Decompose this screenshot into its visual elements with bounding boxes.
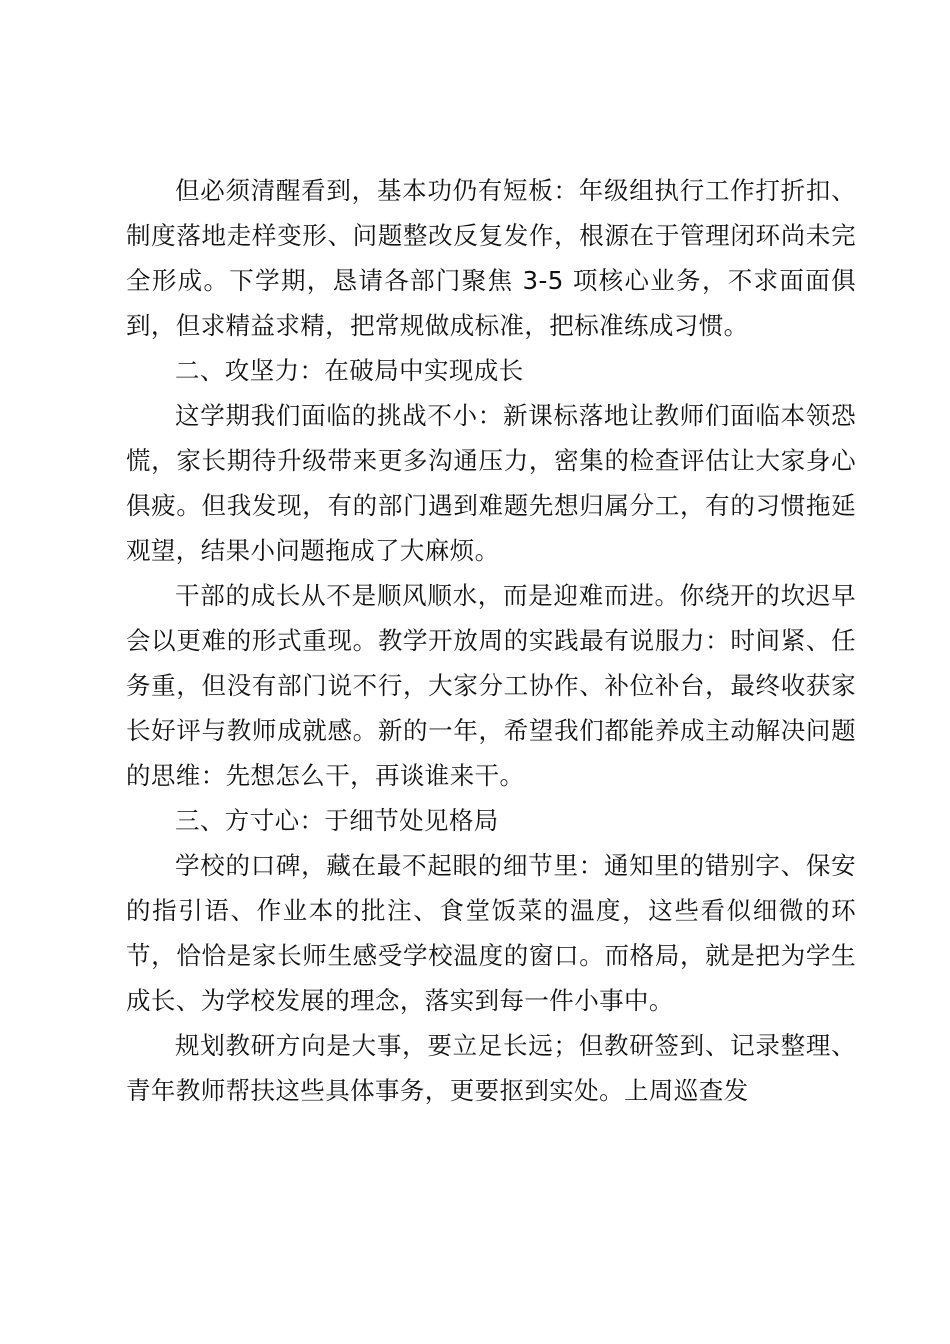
paragraph-4: 学校的口碑，藏在最不起眼的细节里：通知里的错别字、保安的指引语、作业本的批注、食堂饭菜的温度，这些看似细微的环节，恰恰是家长师生感受学校温度的窗口。而格局，就是把为学生成长、为学校发展的理念，落实到每一件小事中。 bbox=[126, 851, 856, 1015]
document-body bbox=[126, 168, 856, 1113]
section-heading-2: 二、攻坚力：在破局中实现成长 bbox=[175, 356, 524, 385]
paragraph-2: 这学期我们面临的挑战不小：新课标落地让教师们面临本领恐慌，家长期待升级带来更多沟通压力，密集的检查评估让大家身心俱疲。但我发现，有的部门遇到难题先想归属分工，有的习惯拖延观望，结果小问题拖成了大麻烦。 bbox=[126, 401, 856, 565]
section-heading-3: 三、方寸心：于细节处见格局 bbox=[175, 806, 499, 835]
paragraph-3: 干部的成长从不是顺风顺水，而是迎难而进。你绕开的坎迟早会以更难的形式重现。教学开放周的实践最有说服力：时间紧、任务重，但没有部门说不行，大家分工协作、补位补台，最终收获家长好评与教师成就感。新的一年，希望我们都能养成主动解决问题的思维：先想怎么干，再谈谁来干。 bbox=[126, 581, 856, 790]
paragraph-5: 规划教研方向是大事，要立足长远；但教研签到、记录整理、青年教师帮扶这些具体事务，更要抠到实处。上周巡查发 bbox=[126, 1031, 856, 1105]
paragraph-1: 但必须清醒看到，基本功仍有短板：年级组执行工作打折扣、制度落地走样变形、问题整改反复发作，根源在于管理闭环尚未完全形成。下学期，恳请各部门聚焦 3-5 项核心业务，不求面面俱到，但求精益求精，把常规做成标准，把标准练成习惯。 bbox=[126, 176, 856, 340]
